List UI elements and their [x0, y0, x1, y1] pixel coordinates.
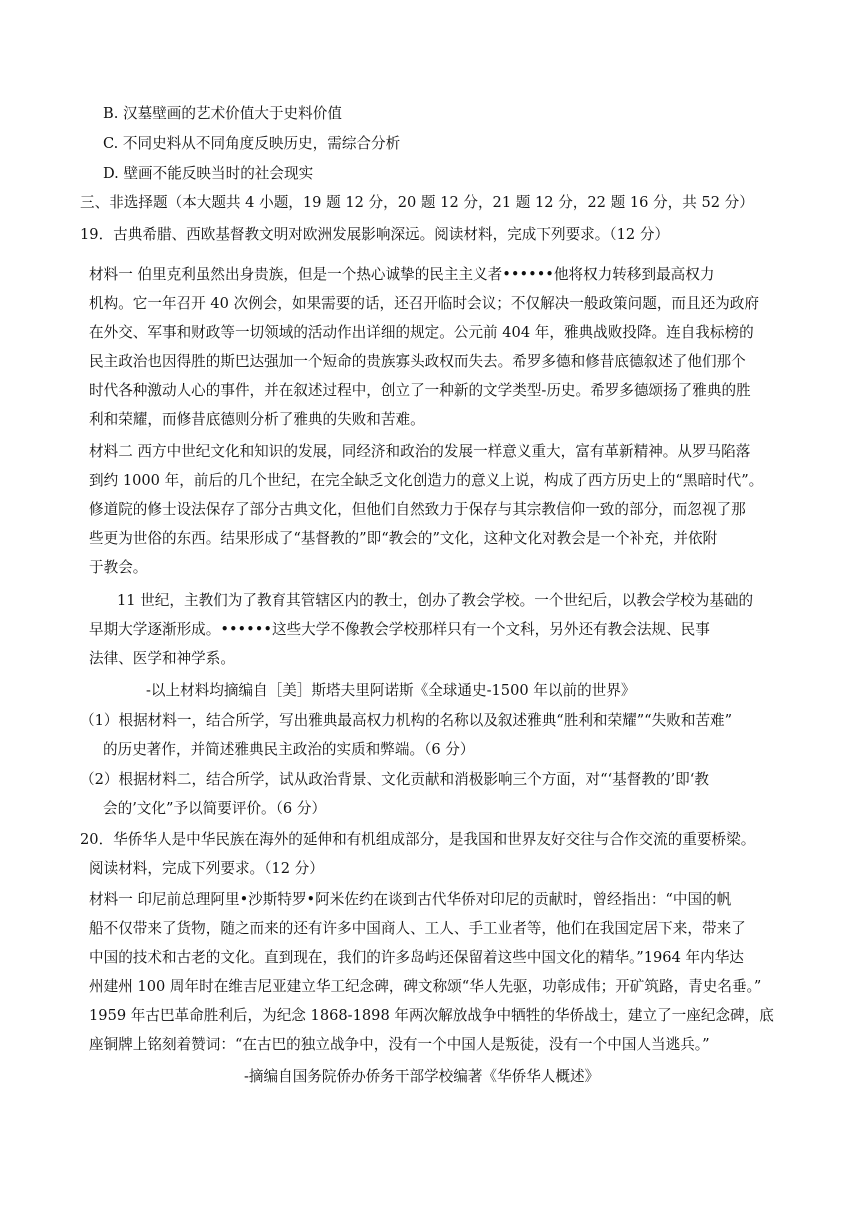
- text-line: 机构。它一年召开 40 次例会，如果需要的话，还召开临时会议；不仅解决一般政策问题，而且还为政府: [89, 295, 759, 312]
- text-line: 法律、医学和神学系。: [89, 650, 235, 667]
- text-line: 到约 1000 年，前后的几个世纪，在完全缺乏文化创造力的意义上说，构成了西方历史上的“黑暗时代”。: [89, 472, 764, 489]
- text-line: 州建州 100 周年时在维吉尼亚建立华工纪念碑，碑文称颂“华人先驱，功彰成伟；开矿筑路，青史名垂。”: [89, 978, 762, 995]
- text-line: 船不仅带来了货物，随之而来的还有许多中国商人、工人、手工业者等，他们在我国定居下来，带来了: [89, 920, 746, 937]
- text-line: 1959 年古巴革命胜利后，为纪念 1868-1898 年两次解放战争中牺牲的华侨战士，建立了一座纪念碑，底: [89, 1007, 774, 1024]
- question-19-stem: 19．古典希腊、西欧基督教文明对欧洲发展影响深远。阅读材料，完成下列要求。（12 分）: [80, 226, 670, 243]
- text-line: 材料一 印尼前总理阿里•沙斯特罗•阿米佐约在谈到古代华侨对印尼的贡献时，曾经指出：“中国的帆: [89, 891, 732, 908]
- option-b: B. 汉墓壁画的艺术价值大于史料价值: [103, 105, 342, 122]
- text-line: 材料二 西方中世纪文化和知识的发展，同经济和政治的发展一样意义重大，富有革新精神。从罗马陷落: [89, 443, 751, 460]
- text-line: 修道院的修士设法保存了部分古典文化，但他们自然致力于保存与其宗教信仰一致的部分，而忽视了那: [89, 501, 746, 518]
- section-heading: 三、非选择题（本大题共 4 小题，19 题 12 分，20 题 12 分，21 题 12 分，22 题 16 分，共 52 分）: [80, 194, 754, 211]
- q20-source-citation: -摘编自国务院侨办侨务干部学校编著《华侨华人概述》: [244, 1068, 600, 1085]
- text-line: 些更为世俗的东西。结果形成了“基督教的”即“教会的”文化，这种文化对教会是一个补充，并依附: [89, 530, 718, 547]
- text-line: 于教会。: [89, 559, 148, 576]
- text-line: （1）根据材料一，结合所学，写出雅典最高权力机构的名称以及叙述雅典“胜利和荣耀”“失败和苦难”: [80, 712, 733, 729]
- text-line: 20．华侨华人是中华民族在海外的延伸和有机组成部分，是我国和世界友好交往与合作交流的重要桥梁。: [80, 831, 756, 848]
- text-line: 阅读材料，完成下列要求。（12 分）: [89, 860, 324, 877]
- q19-source-citation: -以上材料均摘编自［美］斯塔夫里阿诺斯《全球通史-1500 年以前的世界》: [146, 682, 636, 699]
- text-line: 利和荣耀，而修昔底德则分析了雅典的失败和苦难。: [89, 411, 425, 428]
- text-line: 材料一 伯里克利虽然出身贵族，但是一个热心诚挚的民主主义者••••••他将权力转移到最高权力: [89, 266, 715, 283]
- text-line: 中国的技术和古老的文化。直到现在，我们的许多岛屿还保留着这些中国文化的精华。”1964 年内华达: [89, 949, 744, 966]
- text-line: 座铜牌上铭刻着赞词：“在古巴的独立战争中，没有一个中国人是叛徒，没有一个中国人当逃兵。”: [89, 1036, 710, 1053]
- text-line: 11 世纪，主教们为了教育其管辖区内的教士，创办了教会学校。一个世纪后，以教会学校为基础的: [117, 592, 754, 609]
- text-line: 在外交、军事和财政等一切领域的活动作出详细的规定。公元前 404 年，雅典战败投降。连自我标榜的: [89, 324, 754, 341]
- text-line: 民主政治也因得胜的斯巴达强加一个短命的贵族寡头政权而失去。希罗多德和修昔底德叙述了他们那个: [89, 353, 746, 370]
- text-line: 会的’文化”予以简要评价。（6 分）: [103, 800, 327, 817]
- option-c: C. 不同史料从不同角度反映历史，需综合分析: [103, 135, 401, 152]
- text-line: 早期大学逐渐形成。••••••这些大学不像教会学校那样只有一个文科，另外还有教会法规、民事: [89, 621, 710, 638]
- text-line: 的历史著作，并简述雅典民主政治的实质和弊端。（6 分）: [103, 741, 475, 758]
- text-line: 时代各种激动人心的事件，并在叙述过程中，创立了一种新的文学类型-历史。希罗多德颂扬了雅典的胜: [89, 382, 751, 399]
- text-line: （2）根据材料二，结合所学，试从政治背景、文化贡献和消极影响三个方面，对“‘基督教的’即‘教: [80, 771, 710, 788]
- option-d: D. 壁画不能反映当时的社会现实: [103, 165, 314, 182]
